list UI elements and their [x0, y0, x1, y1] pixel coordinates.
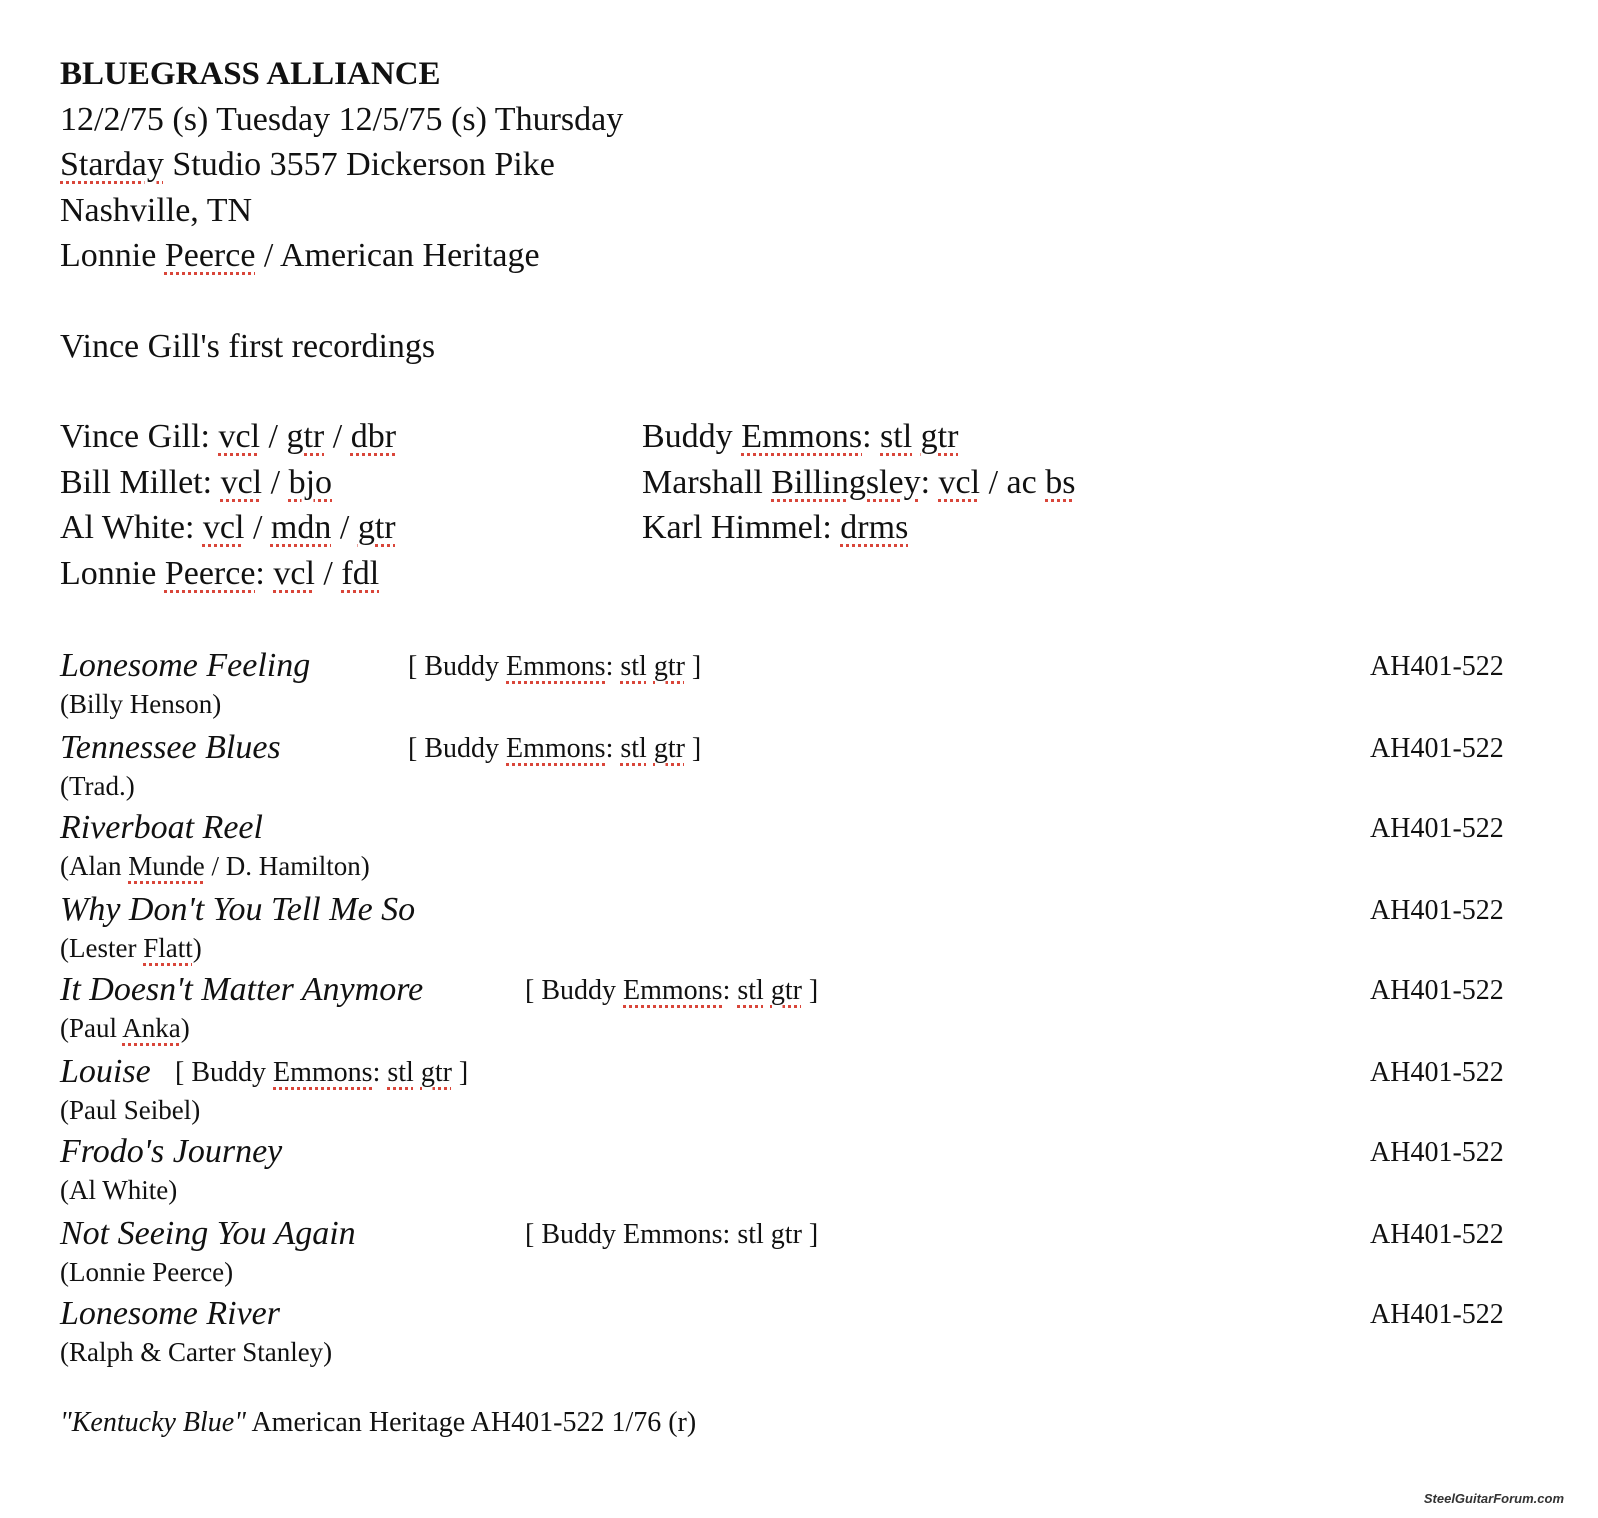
- musician-name: Bill Millet:: [60, 463, 221, 501]
- separator: /: [331, 509, 358, 546]
- session-city: Nashville, TN: [60, 192, 253, 229]
- studio-address: [60, 145, 555, 185]
- musician-row: [60, 463, 332, 503]
- credit-text: [ Buddy: [175, 1057, 273, 1088]
- credit-text: :: [605, 651, 621, 682]
- song-catalog-number: AH401-522: [1370, 1057, 1504, 1088]
- musician-name-colon: :: [920, 463, 939, 501]
- instrument: stl: [880, 418, 913, 455]
- musician-row: [642, 463, 1075, 503]
- composer-text: / D. Hamilton): [204, 851, 370, 881]
- credit-text: [ Buddy: [408, 651, 506, 682]
- composer-text: (Alan: [60, 851, 129, 881]
- song-composer: (Billy Henson): [60, 689, 222, 719]
- musician-name: Al White:: [60, 509, 203, 546]
- credit-text: :: [372, 1057, 388, 1088]
- song-title: Why Don't You Tell Me So: [60, 891, 416, 928]
- song-catalog-number: AH401-522: [1370, 1219, 1504, 1250]
- song-title: Lonesome River: [60, 1295, 281, 1332]
- label-name: / American Heritage: [255, 237, 540, 274]
- separator: [912, 418, 921, 455]
- musician-name-colon: :: [862, 418, 881, 455]
- credit-text: :: [722, 975, 738, 1006]
- song-credit: [408, 650, 701, 684]
- song-title: Not Seeing You Again: [60, 1215, 356, 1252]
- song-composer: (Trad.): [60, 771, 135, 801]
- separator: /: [260, 418, 287, 455]
- instrument: vcl: [202, 509, 245, 546]
- studio-name: Starday: [60, 146, 164, 183]
- composer-text: ): [180, 1013, 190, 1043]
- musician-name: Marshall: [642, 463, 772, 501]
- release-info: American Heritage AH401-522 1/76 (r): [246, 1407, 697, 1438]
- musician-row: [642, 417, 958, 457]
- musician-name-flagged: Emmons: [741, 418, 863, 455]
- song-credit: [175, 1056, 468, 1090]
- instrument: dbr: [350, 418, 397, 455]
- song-catalog-number: AH401-522: [1370, 895, 1504, 926]
- song-credit: [525, 974, 818, 1008]
- credit-flagged: Emmons: [506, 651, 606, 682]
- credit-flagged: stl: [620, 651, 647, 682]
- instrument: vcl: [938, 463, 981, 501]
- song-composer: (Ralph & Carter Stanley): [60, 1337, 333, 1367]
- musician-name-flagged: Peerce: [164, 554, 256, 592]
- credit-flagged: gtr: [653, 733, 685, 764]
- composer-flagged: Anka: [122, 1013, 181, 1043]
- separator: /: [262, 463, 289, 501]
- song-catalog-number: AH401-522: [1370, 733, 1504, 764]
- instrument: vcl: [273, 554, 315, 592]
- credit-flagged: gtr: [653, 651, 685, 682]
- credit-flagged: Emmons: [273, 1057, 373, 1088]
- song-title: Louise: [60, 1053, 151, 1090]
- credit-flagged: gtr: [420, 1057, 452, 1088]
- musician-name: Karl Himmel:: [642, 509, 841, 546]
- instrument: vcl: [218, 418, 261, 455]
- song-credit: [408, 732, 701, 766]
- instrument: gtr: [286, 418, 325, 455]
- song-composer: (Al White): [60, 1175, 178, 1205]
- song-title: Riverboat Reel: [60, 809, 263, 846]
- composer-flagged: Flatt: [143, 933, 193, 963]
- instrument: bjo: [288, 463, 333, 501]
- song-title: Frodo's Journey: [60, 1133, 283, 1170]
- credit-text: ]: [684, 651, 702, 682]
- musician-row: [60, 554, 379, 594]
- credit-flagged: stl: [737, 975, 764, 1006]
- producer-last: Peerce: [164, 237, 256, 274]
- song-title: Lonesome Feeling: [60, 647, 311, 684]
- watermark: SteelGuitarForum.com: [1423, 1491, 1564, 1506]
- separator: /: [314, 554, 342, 592]
- composer-text: (Lester: [60, 933, 144, 963]
- instrument: vcl: [220, 463, 263, 501]
- musician-name-flagged: Billingsley: [771, 463, 921, 501]
- song-catalog-number: AH401-522: [1370, 813, 1504, 844]
- song-title: Tennessee Blues: [60, 729, 281, 766]
- composer-flagged: Munde: [128, 851, 205, 881]
- separator: /: [244, 509, 271, 546]
- credit-text: ]: [451, 1057, 469, 1088]
- song-composer: (Lonnie Peerce): [60, 1257, 234, 1287]
- release-footer: [60, 1406, 696, 1440]
- musician-row: [642, 508, 908, 548]
- song-composer: [60, 932, 202, 964]
- credit-flagged: gtr: [770, 975, 802, 1006]
- separator: /: [324, 418, 351, 455]
- instrument: gtr: [920, 418, 959, 455]
- album-title: "Kentucky Blue": [60, 1407, 246, 1438]
- credit-flagged: stl: [387, 1057, 414, 1088]
- credit-flagged: Emmons: [506, 733, 606, 764]
- musician-name-colon: :: [255, 554, 274, 592]
- credit-flagged: stl: [620, 733, 647, 764]
- session-note: Vince Gill's first recordings: [60, 328, 436, 365]
- musician-row: [60, 508, 396, 548]
- song-catalog-number: AH401-522: [1370, 651, 1504, 682]
- song-catalog-number: AH401-522: [1370, 975, 1504, 1006]
- producer-first: Lonnie: [60, 237, 165, 274]
- session-title: BLUEGRASS ALLIANCE: [60, 56, 441, 92]
- instrument: fdl: [341, 554, 380, 592]
- studio-address-rest: Studio 3557 Dickerson Pike: [163, 146, 555, 183]
- credit-text: [ Buddy: [525, 975, 623, 1006]
- instrument: drms: [840, 509, 909, 546]
- composer-text: (Paul: [60, 1013, 123, 1043]
- credit-flagged: Emmons: [623, 975, 723, 1006]
- song-credit: [ Buddy Emmons: stl gtr ]: [525, 1219, 819, 1250]
- song-composer: [60, 1012, 190, 1044]
- song-composer: (Paul Seibel): [60, 1095, 201, 1125]
- credit-text: [647, 733, 654, 764]
- credit-text: [414, 1057, 421, 1088]
- song-composer: [60, 850, 370, 882]
- session-dates: 12/2/75 (s) Tuesday 12/5/75 (s) Thursday: [60, 101, 624, 138]
- musician-name: Vince Gill:: [60, 418, 219, 455]
- credit-text: :: [605, 733, 621, 764]
- credit-text: [764, 975, 771, 1006]
- song-title: It Doesn't Matter Anymore: [60, 971, 424, 1008]
- song-catalog-number: AH401-522: [1370, 1299, 1504, 1330]
- separator: / ac: [980, 463, 1046, 501]
- credit-text: ]: [801, 975, 819, 1006]
- instrument: gtr: [357, 509, 396, 546]
- credit-text: [647, 651, 654, 682]
- instrument: bs: [1045, 463, 1076, 501]
- musician-row: [60, 417, 396, 457]
- credit-text: ]: [684, 733, 702, 764]
- instrument: mdn: [270, 509, 332, 546]
- song-catalog-number: AH401-522: [1370, 1137, 1504, 1168]
- musician-name: Buddy: [642, 418, 742, 455]
- composer-text: ): [192, 933, 202, 963]
- producer-label: [60, 236, 540, 276]
- credit-text: [ Buddy: [408, 733, 506, 764]
- musician-name: Lonnie: [60, 554, 165, 592]
